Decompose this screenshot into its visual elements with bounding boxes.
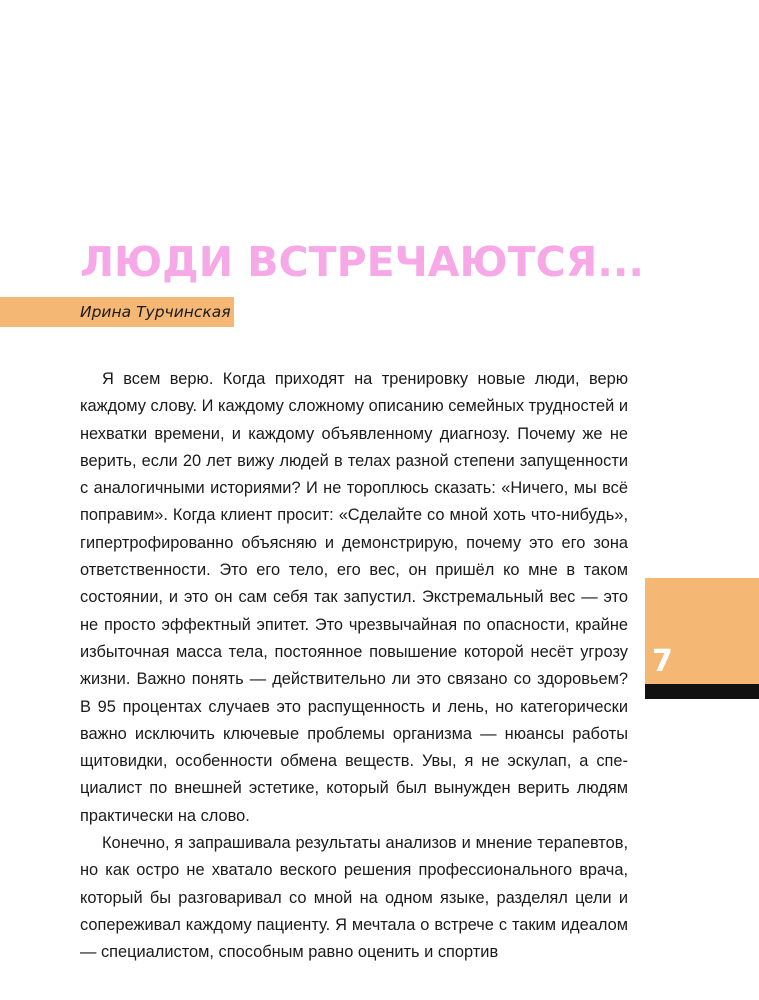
author-name: Ирина Турчинская <box>80 303 231 321</box>
body-text <box>80 366 628 967</box>
paragraph: Конечно, я запрашивала результаты анализов и мнение терапевтов, но как остро не хватало веского решения профессионального врача, который бы разговаривал со мной на одном языке, разделял цели и сопереживал каждому пациенту. Я мечтала о встрече с таким идеалом — специалистом, способным равно оценить и спортив <box>80 834 628 962</box>
chapter-title: ЛЮДИ ВСТРЕЧАЮТСЯ... <box>80 238 644 286</box>
page-number: 7 <box>652 644 673 679</box>
paragraph: Я всем верю. Когда приходят на тренировку новые люди, верю каждому слову. И каждому сложному описанию семейных трудностей и нехватки времени, и каждому объявленному диагнозу. Почему же не верить, если 20 лет вижу людей в телах разной степени запущенности с аналогичными историями? И не тороплюсь сказать: «Ничего, мы всё поправим». Когда клиент просит: «Сделайте со мной хоть что-нибудь», гипертрофированно объясняю и демонстрирую, почему это его зона ответственности. Это его тело, его вес, он пришёл ко мне в таком состоянии, и это он сам себя так запустил. Экстремальный вес — это не просто эффектный эпитет. Это чрезвычайная по опасности, крайне избыточная масса тела, постоянное повышение которой несёт угрозу жизни. Важно понять — действительно ли это связано со здоровьем? В 95 процентах случаев это распущенность и лень, но категорически важно исключить ключевые проблемы организма — нюансы работы щитовидки, особенности обмена веществ. Увы, я не эскулап, а специалист по внешней эстетике, который был вынужден верить людям практически на слово. <box>80 370 628 825</box>
page-tab <box>645 578 759 684</box>
page-tab-bar <box>645 684 759 699</box>
author-bar <box>0 297 234 327</box>
